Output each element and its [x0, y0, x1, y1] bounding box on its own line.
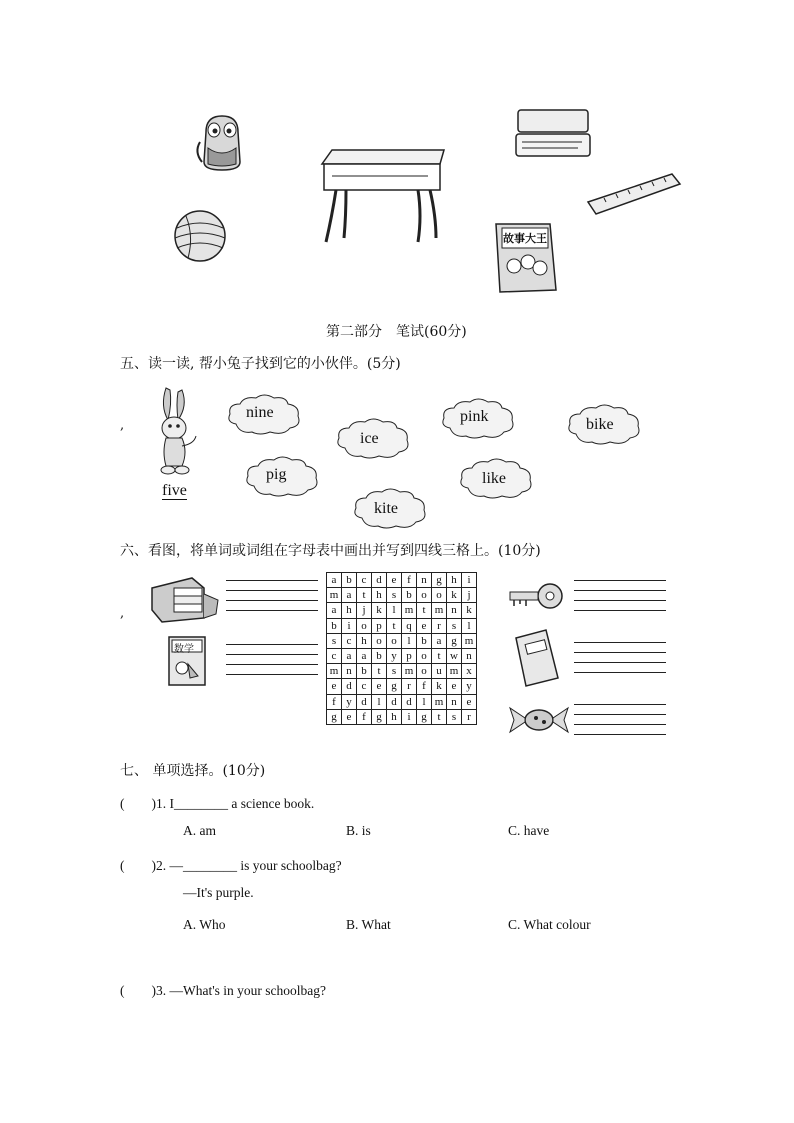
grid-cell[interactable]: m: [402, 603, 417, 618]
cloud-pink: [440, 398, 516, 440]
picture-book-illustration: [490, 220, 560, 296]
pencil-box-illustration: [512, 106, 592, 162]
grid-cell[interactable]: j: [462, 588, 477, 603]
grid-cell[interactable]: l: [387, 603, 402, 618]
grid-cell[interactable]: i: [342, 618, 357, 633]
grid-cell[interactable]: b: [417, 633, 432, 648]
cloud-bike: [566, 404, 642, 446]
grid-cell[interactable]: y: [342, 694, 357, 709]
grid-cell[interactable]: g: [327, 709, 342, 724]
grid-cell[interactable]: m: [462, 633, 477, 648]
grid-row: [327, 694, 477, 709]
grid-cell[interactable]: s: [447, 618, 462, 633]
grid-cell[interactable]: o: [417, 664, 432, 679]
letter-grid[interactable]: [326, 572, 477, 725]
grid-cell[interactable]: t: [357, 588, 372, 603]
rabbit-illustration: [152, 386, 204, 478]
grid-cell[interactable]: p: [402, 648, 417, 663]
grid-cell[interactable]: g: [387, 679, 402, 694]
grid-cell[interactable]: n: [447, 603, 462, 618]
desk-illustration: [318, 146, 448, 246]
grid-cell[interactable]: t: [432, 709, 447, 724]
grid-cell[interactable]: l: [402, 633, 417, 648]
grid-cell[interactable]: a: [342, 588, 357, 603]
cloud-word-bike: bike: [586, 416, 614, 433]
section-6-title: 六、看图，将单词或词组在字母表中画出并写到四线三格上。(10分): [120, 543, 541, 559]
grid-cell[interactable]: m: [327, 664, 342, 679]
question-1-option-c[interactable]: C. have: [508, 823, 550, 838]
section-5-comma: ,: [120, 418, 125, 433]
grid-cell[interactable]: t: [432, 648, 447, 663]
grid-cell[interactable]: b: [357, 664, 372, 679]
grid-cell[interactable]: d: [342, 679, 357, 694]
grid-cell[interactable]: m: [402, 664, 417, 679]
grid-cell[interactable]: l: [462, 618, 477, 633]
grid-cell[interactable]: i: [462, 573, 477, 588]
grid-cell[interactable]: o: [387, 633, 402, 648]
grid-cell[interactable]: o: [372, 633, 387, 648]
grid-cell[interactable]: n: [417, 573, 432, 588]
grid-cell[interactable]: k: [372, 603, 387, 618]
grid-cell[interactable]: a: [357, 648, 372, 663]
grid-cell[interactable]: s: [327, 633, 342, 648]
cloud-word-ice: ice: [360, 430, 379, 447]
question-3-stem: ( )3. —What's in your schoolbag?: [120, 983, 327, 998]
grid-cell[interactable]: p: [372, 618, 387, 633]
grid-cell[interactable]: m: [447, 664, 462, 679]
cloud-ice: [334, 418, 412, 460]
grid-cell[interactable]: y: [387, 648, 402, 663]
cloud-nine: [226, 394, 302, 436]
grid-cell[interactable]: h: [447, 573, 462, 588]
writing-lines-2[interactable]: [226, 644, 318, 680]
question-2-option-b[interactable]: B. What: [346, 917, 391, 932]
grid-cell[interactable]: t: [387, 618, 402, 633]
section-6-comma: ,: [120, 606, 125, 621]
question-2-reply: —It's purple.: [183, 885, 254, 900]
grid-cell[interactable]: f: [417, 679, 432, 694]
grid-cell[interactable]: h: [342, 603, 357, 618]
grid-row: [327, 633, 477, 648]
question-2-stem: ( )2. —________ is your schoolbag?: [120, 858, 342, 873]
writing-lines-4[interactable]: [574, 642, 666, 678]
grid-cell[interactable]: m: [432, 694, 447, 709]
grid-cell[interactable]: h: [387, 709, 402, 724]
grid-cell[interactable]: r: [432, 618, 447, 633]
grid-cell[interactable]: h: [372, 588, 387, 603]
ball-illustration: [172, 208, 228, 264]
grid-cell[interactable]: s: [387, 588, 402, 603]
grid-cell[interactable]: o: [417, 648, 432, 663]
grid-cell[interactable]: k: [447, 588, 462, 603]
question-1-option-b[interactable]: B. is: [346, 823, 371, 838]
grid-cell[interactable]: m: [327, 588, 342, 603]
grid-cell[interactable]: o: [417, 588, 432, 603]
grid-cell[interactable]: d: [372, 573, 387, 588]
grid-cell[interactable]: n: [342, 664, 357, 679]
grid-row: [327, 588, 477, 603]
grid-cell[interactable]: g: [447, 633, 462, 648]
grid-row: [327, 603, 477, 618]
writing-lines-3[interactable]: [574, 580, 666, 616]
grid-cell[interactable]: n: [462, 648, 477, 663]
grid-cell[interactable]: e: [447, 679, 462, 694]
question-1-option-a[interactable]: A. am: [183, 823, 216, 838]
grid-cell[interactable]: k: [432, 679, 447, 694]
writing-lines-1[interactable]: [226, 580, 318, 616]
grid-cell[interactable]: b: [402, 588, 417, 603]
grid-cell[interactable]: a: [432, 633, 447, 648]
grid-cell[interactable]: b: [372, 648, 387, 663]
grid-cell[interactable]: b: [342, 573, 357, 588]
grid-cell[interactable]: n: [447, 694, 462, 709]
picture-book-label: 故事大王: [503, 232, 547, 245]
cloud-word-pig: pig: [266, 466, 287, 483]
grid-cell[interactable]: a: [327, 603, 342, 618]
section-5-title: 五、读一读, 帮小兔子找到它的小伙伴。(5分): [120, 356, 401, 372]
math-book-label: 数学: [174, 644, 194, 655]
key-illustration: [506, 580, 564, 612]
grid-cell[interactable]: s: [447, 709, 462, 724]
grid-cell[interactable]: t: [372, 664, 387, 679]
cloud-word-nine: nine: [246, 404, 274, 421]
grid-cell[interactable]: e: [372, 679, 387, 694]
grid-row: [327, 618, 477, 633]
part-two-title: 第二部分 笔试(60分): [326, 324, 467, 340]
grid-cell[interactable]: g: [372, 709, 387, 724]
grid-cell[interactable]: t: [417, 603, 432, 618]
grid-cell[interactable]: m: [432, 603, 447, 618]
grid-cell[interactable]: c: [327, 648, 342, 663]
question-1-stem: ( )1. I________ a science book.: [120, 796, 315, 811]
grid-cell[interactable]: a: [327, 573, 342, 588]
grid-row: [327, 709, 477, 724]
candy-illustration: [508, 700, 570, 740]
grid-cell[interactable]: e: [387, 573, 402, 588]
rabbit-word: five: [162, 482, 187, 499]
grid-cell[interactable]: r: [462, 709, 477, 724]
grid-cell[interactable]: e: [327, 679, 342, 694]
grid-cell[interactable]: x: [462, 664, 477, 679]
grid-cell[interactable]: g: [417, 709, 432, 724]
grid-cell[interactable]: u: [432, 664, 447, 679]
cloud-word-like: like: [482, 470, 506, 487]
grid-cell[interactable]: e: [462, 694, 477, 709]
grid-cell[interactable]: q: [402, 618, 417, 633]
cloud-kite: [352, 488, 428, 530]
grid-cell[interactable]: l: [417, 694, 432, 709]
grid-cell[interactable]: k: [462, 603, 477, 618]
grid-row: [327, 573, 477, 588]
grid-cell[interactable]: h: [357, 633, 372, 648]
books-in-bag-illustration: [148, 574, 222, 624]
grid-cell[interactable]: d: [357, 694, 372, 709]
grid-cell[interactable]: c: [357, 573, 372, 588]
question-2-option-a[interactable]: A. Who: [183, 917, 226, 932]
grid-cell[interactable]: s: [387, 664, 402, 679]
grid-cell[interactable]: d: [402, 694, 417, 709]
grid-cell[interactable]: d: [387, 694, 402, 709]
grid-cell[interactable]: o: [432, 588, 447, 603]
question-2-option-c[interactable]: C. What colour: [508, 917, 591, 932]
grid-cell[interactable]: o: [357, 618, 372, 633]
cloud-word-pink: pink: [460, 408, 489, 425]
grid-row: [327, 679, 477, 694]
grid-cell[interactable]: e: [417, 618, 432, 633]
grid-cell[interactable]: f: [327, 694, 342, 709]
notebook-illustration: [512, 628, 560, 690]
section-7-title: 七、 单项选择。(10分): [120, 763, 266, 779]
cloud-pig: [244, 456, 320, 498]
cloud-word-kite: kite: [374, 500, 398, 517]
cloud-like: [458, 458, 534, 500]
grid-cell[interactable]: e: [342, 709, 357, 724]
grid-cell[interactable]: c: [357, 679, 372, 694]
grid-cell[interactable]: r: [402, 679, 417, 694]
grid-cell[interactable]: a: [342, 648, 357, 663]
grid-cell[interactable]: g: [432, 573, 447, 588]
ruler-illustration: [584, 170, 684, 218]
schoolbag-illustration: [192, 112, 252, 174]
grid-cell[interactable]: f: [357, 709, 372, 724]
math-book-illustration: [168, 636, 206, 686]
grid-cell[interactable]: f: [402, 573, 417, 588]
grid-cell[interactable]: i: [402, 709, 417, 724]
grid-cell[interactable]: c: [342, 633, 357, 648]
grid-cell[interactable]: l: [372, 694, 387, 709]
grid-row: [327, 664, 477, 679]
writing-lines-5[interactable]: [574, 704, 666, 740]
grid-cell[interactable]: j: [357, 603, 372, 618]
grid-cell[interactable]: y: [462, 679, 477, 694]
grid-cell[interactable]: w: [447, 648, 462, 663]
grid-row: [327, 648, 477, 663]
grid-cell[interactable]: b: [327, 618, 342, 633]
